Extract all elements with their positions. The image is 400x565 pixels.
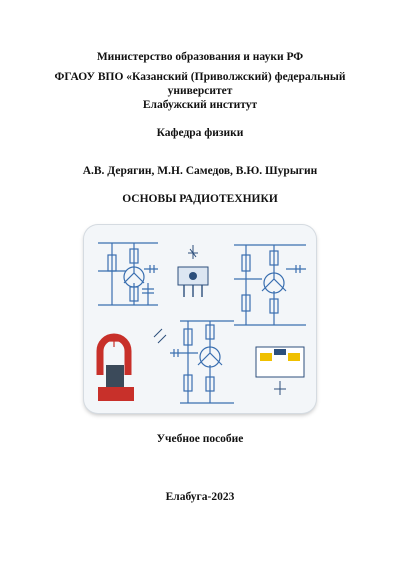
- institute-name: Елабужский институт: [142, 99, 258, 111]
- cover-illustration-circuits: [84, 225, 316, 413]
- circuit-diagram-collage: [84, 225, 316, 413]
- place-and-year: Елабуга-2023: [165, 491, 235, 503]
- transistor-package: [178, 245, 208, 297]
- university-name-line1: ФГАОУ ВПО «Казанский (Приволжский) федеральный: [54, 71, 346, 83]
- department-name: Кафедра физики: [156, 127, 244, 139]
- book-title: ОСНОВЫ РАДИОТЕХНИКИ: [122, 193, 278, 205]
- ministry-name: Министерство образования и науки РФ: [96, 51, 304, 63]
- mosfet-cross-section: [256, 347, 304, 395]
- document-type: Учебное пособие: [156, 433, 244, 445]
- university-name-line2: университет: [167, 85, 233, 97]
- horseshoe-magnet: [98, 335, 134, 401]
- authors: А.В. Дерягин, М.Н. Самедов, В.Ю. Шурыгин: [82, 165, 318, 177]
